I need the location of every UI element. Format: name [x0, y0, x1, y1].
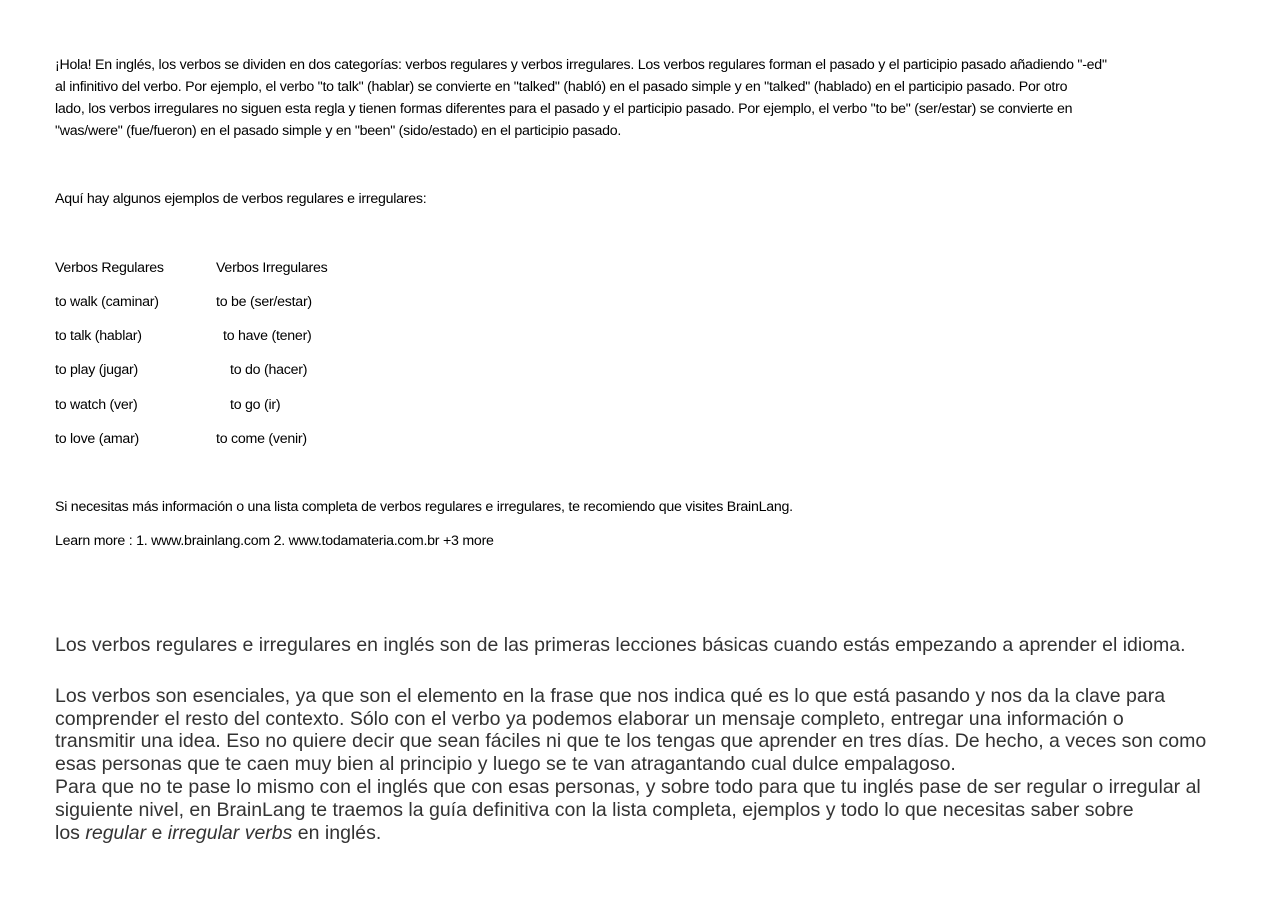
table-cell: to play (jugar) — [55, 362, 138, 378]
examples-intro: Aquí hay algunos ejemplos de verbos regulares e irregulares: — [55, 191, 427, 207]
table-cell: to love (amar) — [55, 431, 140, 447]
text: en inglés. — [292, 822, 382, 844]
learn-more-link[interactable]: 1. www.brainlang.com — [136, 533, 270, 549]
table-cell: to go (ir) — [230, 397, 281, 413]
text: los — [55, 822, 86, 844]
table-cell: to talk (hablar) — [55, 328, 142, 344]
table-cell: to watch (ver) — [55, 397, 138, 413]
table-cell: to come (venir) — [216, 431, 307, 447]
text-line: ¡Hola! En inglés, los verbos se dividen en dos categorías: verbos regulares y verbos irregulares. Los verbos regulares forman el pasado y el participio pasado añadiendo "-ed" — [55, 57, 1107, 73]
text-line: comprender el resto del contexto. Sólo con el verbo ya podemos elaborar un mensaje completo, entregar una información o — [55, 708, 1124, 730]
text-line: siguiente nivel, en BrainLang te traemos la guía definitiva con la lista completa, ejemplos y todo lo que necesitas saber sobre — [55, 799, 1134, 821]
emphasis-regular: regular — [85, 822, 147, 844]
text-line: al infinitivo del verbo. Por ejemplo, el verbo "to talk" (hablar) se convierte en "talked" (habló) en el pasado simple y en "talked" (hablado) en el participio pasado. Por otro — [55, 79, 1068, 95]
learn-more-link[interactable]: 2. www.todamateria.com.br — [273, 533, 440, 549]
text: e — [146, 822, 168, 844]
table-header-irregular: Verbos Irregulares — [216, 260, 328, 276]
table-cell: to be (ser/estar) — [216, 294, 312, 310]
learn-more-more[interactable]: +3 more — [443, 533, 494, 549]
text-line: transmitir una idea. Eso no quiere decir que sean fáciles ni que te los tengas que aprender en tres días. De hecho, a veces son como — [55, 730, 1207, 752]
text-line: esas personas que te caen muy bien al principio y luego se te van atragantando cual dulce empalagoso. — [55, 753, 956, 775]
emphasis-irregular-verbs: irregular verbs — [167, 822, 293, 844]
table-cell: to do (hacer) — [230, 362, 308, 378]
table-cell: to walk (caminar) — [55, 294, 159, 310]
recommendation-text: Si necesitas más información o una lista completa de verbos regulares e irregulares, te recomiendo que visites BrainLang. — [55, 499, 793, 515]
text-line: Para que no te pase lo mismo con el inglés que con esas personas, y sobre todo para que tu inglés pase de ser regular o irregular al — [55, 776, 1201, 798]
text-line: "was/were" (fue/fueron) en el pasado simple y en "been" (sido/estado) en el participio pasado. — [55, 123, 622, 139]
learn-more — [55, 531, 494, 551]
text-line — [55, 822, 381, 845]
learn-more-label: Learn more : — [55, 533, 133, 549]
article-lead: Los verbos regulares e irregulares en inglés son de las primeras lecciones básicas cuando estás empezando a aprender el idioma. — [55, 634, 1186, 656]
table-header-regular: Verbos Regulares — [55, 260, 164, 276]
text-line: lado, los verbos irregulares no siguen esta regla y tienen formas diferentes para el pasado y el participio pasado. Por ejemplo, el verbo "to be" (ser/estar) se convierte en — [55, 101, 1073, 117]
table-cell: to have (tener) — [223, 328, 312, 344]
text-line: Los verbos son esenciales, ya que son el elemento en la frase que nos indica qué es lo que está pasando y nos da la clave para — [55, 685, 1166, 707]
